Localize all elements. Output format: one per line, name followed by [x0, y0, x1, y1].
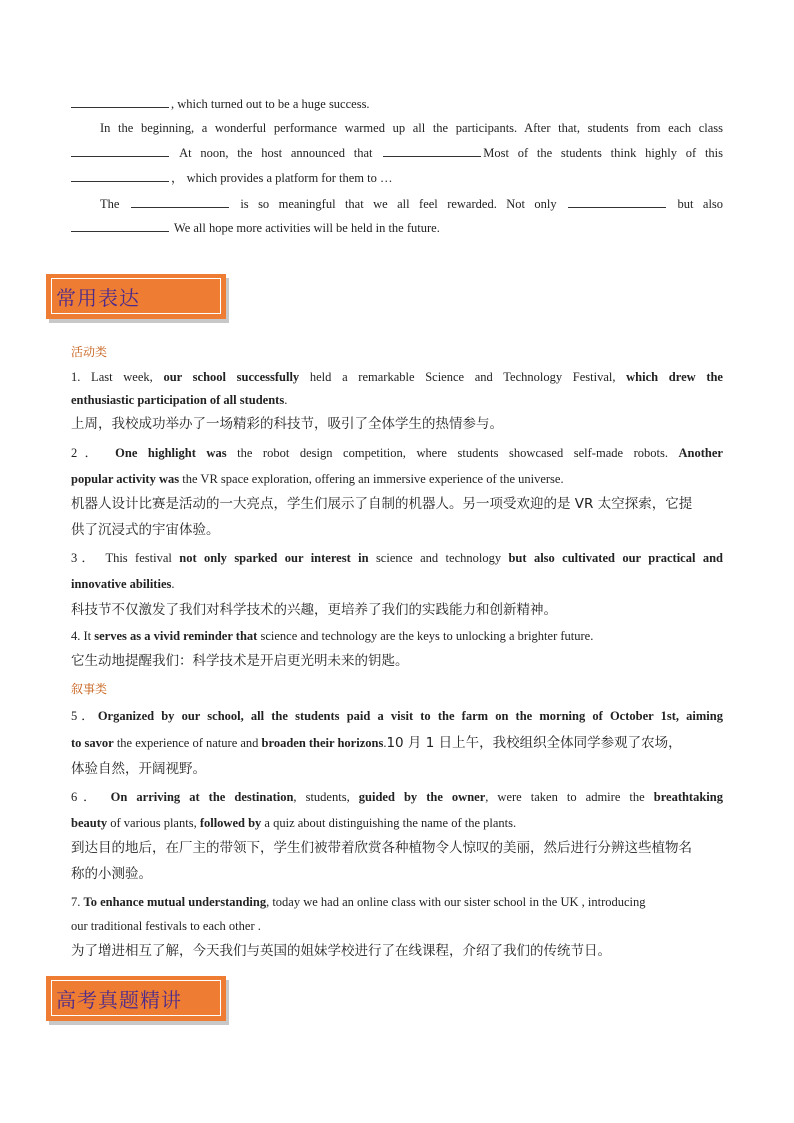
answer-blank[interactable] — [71, 220, 169, 232]
expression-item-7: 7. To enhance mutual understanding, today we had an online class with our sister school in the UK , introducing — [71, 895, 646, 909]
section-heading-common-expressions — [46, 274, 226, 319]
expression-item-6-cont: beauty of various plants, followed by a quiz about distinguishing the name of the plants. — [71, 816, 517, 830]
expression-item-3-cont: innovative abilities. — [71, 577, 175, 591]
answer-blank[interactable] — [71, 145, 169, 157]
intro-line-2: In the beginning, a wonderful performance warmed up all the participants. After that, students from each class — [100, 121, 723, 135]
expression-item-6: 6． On arriving at the destination, students, guided by the owner, were taken to admire the breathtaking — [71, 790, 723, 804]
intro-line-6: We all hope more activities will be held in the future. — [71, 220, 723, 236]
expression-item-6-translation-2: 称的小测验。 — [71, 866, 152, 882]
expression-item-3: 3． This festival not only sparked our interest in science and technology but also cultivated our practical and — [71, 551, 723, 565]
section-heading-gaokao — [46, 976, 226, 1021]
section-heading-text: 高考真题精讲 — [56, 988, 182, 1012]
expression-item-4-translation: 它生动地提醒我们：科学技术是开启更光明未来的钥匙。 — [71, 653, 409, 669]
answer-blank[interactable] — [383, 145, 481, 157]
answer-blank[interactable] — [131, 196, 229, 208]
answer-blank[interactable] — [71, 170, 169, 182]
intro-line-5: The is so meaningful that we all feel rewarded. Not only but also — [100, 197, 724, 211]
expression-item-1-translation: 上周，我校成功举办了一场精彩的科技节，吸引了全体学生的热情参与。 — [71, 416, 503, 432]
expression-item-5-cont: to savor the experience of nature and broaden their horizons.10 月 1 日上午，我校组织全体同学参观了农场， — [71, 735, 682, 751]
expression-item-2-translation-2: 供了沉浸式的宇宙体验。 — [71, 522, 220, 538]
intro-line-3: At noon, the host announced that Most of the students think highly of this — [71, 145, 723, 161]
expression-item-4: 4. It serves as a vivid reminder that science and technology are the keys to unlocking a brighter future. — [71, 629, 594, 643]
expression-item-3-translation: 科技节不仅激发了我们对科学技术的兴趣，更培养了我们的实践能力和创新精神。 — [71, 602, 557, 618]
intro-line-1: , which turned out to be a huge success. — [71, 96, 723, 112]
expression-item-2-cont: popular activity was the VR space exploration, offering an immersive experience of the universe. — [71, 472, 564, 486]
expression-item-5-translation: 体验自然，开阔视野。 — [71, 761, 206, 777]
category-label-activity: 活动类 — [71, 345, 108, 359]
expression-item-5: 5．Organized by our school, all the students paid a visit to the farm on the morning of October 1st, aiming — [71, 709, 723, 723]
expression-item-2-translation-1: 机器人设计比赛是活动的一大亮点，学生们展示了自制的机器人。另一项受欢迎的是 VR 太空探索，它提 — [71, 496, 693, 512]
expression-item-7-cont: our traditional festivals to each other . — [71, 919, 261, 933]
expression-item-6-translation-1: 到达目的地后，在厂主的带领下，学生们被带着欣赏各种植物令人惊叹的美丽，然后进行分辨这些植物名 — [71, 840, 692, 856]
expression-item-2: 2． One highlight was the robot design competition, where students showcased self-made robots. Another — [71, 446, 723, 460]
expression-item-7-translation: 为了增进相互了解，今天我们与英国的姐妹学校进行了在线课程，介绍了我们的传统节日。 — [71, 943, 611, 959]
section-heading-text: 常用表达 — [56, 286, 140, 310]
expression-item-1-cont: enthusiastic participation of all students. — [71, 393, 288, 407]
answer-blank[interactable] — [568, 196, 666, 208]
answer-blank[interactable] — [71, 96, 169, 108]
expression-item-1: 1. Last week, our school successfully held a remarkable Science and Technology Festival, which drew the — [71, 370, 723, 384]
category-label-narrative: 叙事类 — [71, 682, 108, 696]
intro-line-4: ， which provides a platform for them to … — [71, 170, 723, 186]
